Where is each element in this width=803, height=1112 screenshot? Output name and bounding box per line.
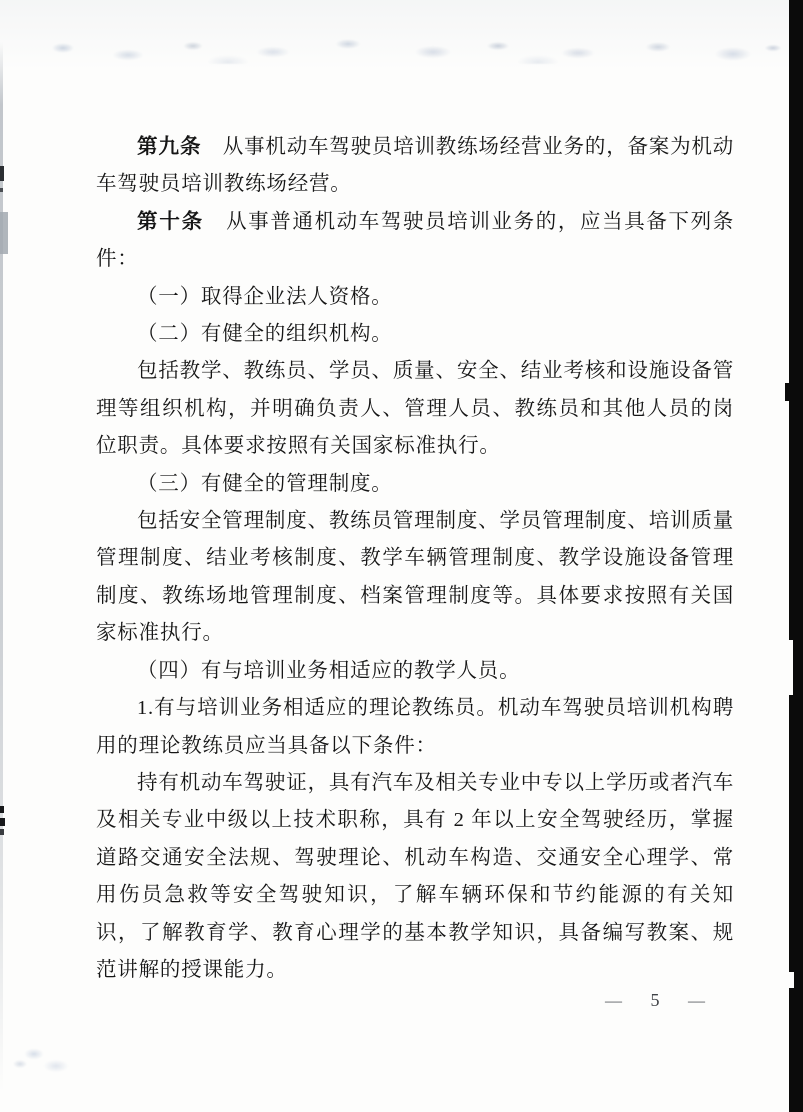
clause-detail — [96, 353, 734, 465]
clause-item-3 — [96, 466, 734, 503]
article-number: 第九条 — [137, 136, 202, 158]
scan-edge-mark — [0, 818, 5, 826]
requirements-paragraph — [96, 765, 734, 989]
scan-noise-bottom — [6, 1042, 96, 1082]
sub-item-1 — [96, 690, 734, 765]
paragraph-text: （三）有健全的管理制度。 — [137, 472, 393, 495]
document-body — [96, 129, 734, 989]
scan-edge-right-notch — [789, 972, 794, 988]
scan-edge-right-bar — [785, 383, 791, 401]
scan-noise-top — [18, 22, 786, 64]
clause-item-4 — [96, 653, 734, 690]
clause-item-2 — [96, 316, 734, 353]
scan-edge-left-line — [0, 42, 3, 1092]
scan-edge-right-notch — [789, 640, 793, 695]
page-footer — [605, 990, 705, 1011]
clause-detail — [96, 503, 734, 653]
paragraph-text: （一）取得企业法人资格。 — [137, 285, 393, 308]
paragraph-text: 包括教学、教练员、学员、质量、安全、结业考核和设施设备管理等组织机构，并明确负责人、管理人员、教练员和其他人员的岗位职责。具体要求按照有关国家标准执行。 — [96, 360, 734, 458]
article-number: 第十条 — [137, 210, 204, 233]
paragraph-text: 持有机动车驾驶证，具有汽车及相关专业中专以上学历或者汽车及相关专业中级以上技术职称，具有 2 年以上安全驾驶经历，掌握道路交通安全法规、驾驶理论、机动车构造、交通安全心理学、常用伤员急救等安全驾驶知识，了解车辆环保和节约能源的有关知识，了解教育学、教育心理学的基本教学知识，具备编写教案、规范讲解的授课能力。 — [96, 771, 734, 981]
article-paragraph-9 — [96, 129, 734, 204]
scan-edge-left-block — [0, 212, 8, 254]
scan-edge-right-bar — [789, 0, 803, 1112]
footer-dash-left: — — [605, 990, 622, 1010]
paragraph-text: 从事机动车驾驶员培训教练场经营业务的，备案为机动车驾驶员培训教练场经营。 — [96, 136, 734, 196]
paragraph-text: 包括安全管理制度、教练员管理制度、学员管理制度、培训质量管理制度、结业考核制度、教学车辆管理制度、教学设施设备管理制度、教练场地管理制度、档案管理制度等。具体要求按照有关国家标准执行。 — [96, 510, 734, 645]
article-paragraph-10 — [96, 204, 734, 279]
paragraph-text: （二）有健全的组织机构。 — [137, 323, 393, 346]
scan-edge-mark — [0, 806, 4, 813]
scan-edge-mark — [0, 829, 4, 835]
paragraph-text: 从事普通机动车驾驶员培训业务的，应当具备下列条件： — [96, 210, 735, 271]
clause-item-1 — [96, 279, 734, 316]
scan-edge-mark — [0, 166, 4, 181]
scan-edge-mark — [0, 188, 3, 192]
page-number: 5 — [650, 990, 660, 1010]
paragraph-text: （四）有与培训业务相适应的教学人员。 — [137, 659, 521, 682]
footer-dash-right: — — [688, 990, 705, 1010]
paragraph-text: 1.有与培训业务相适应的理论教练员。机动车驾驶员培训机构聘用的理论教练员应当具备以下条件： — [96, 697, 734, 757]
